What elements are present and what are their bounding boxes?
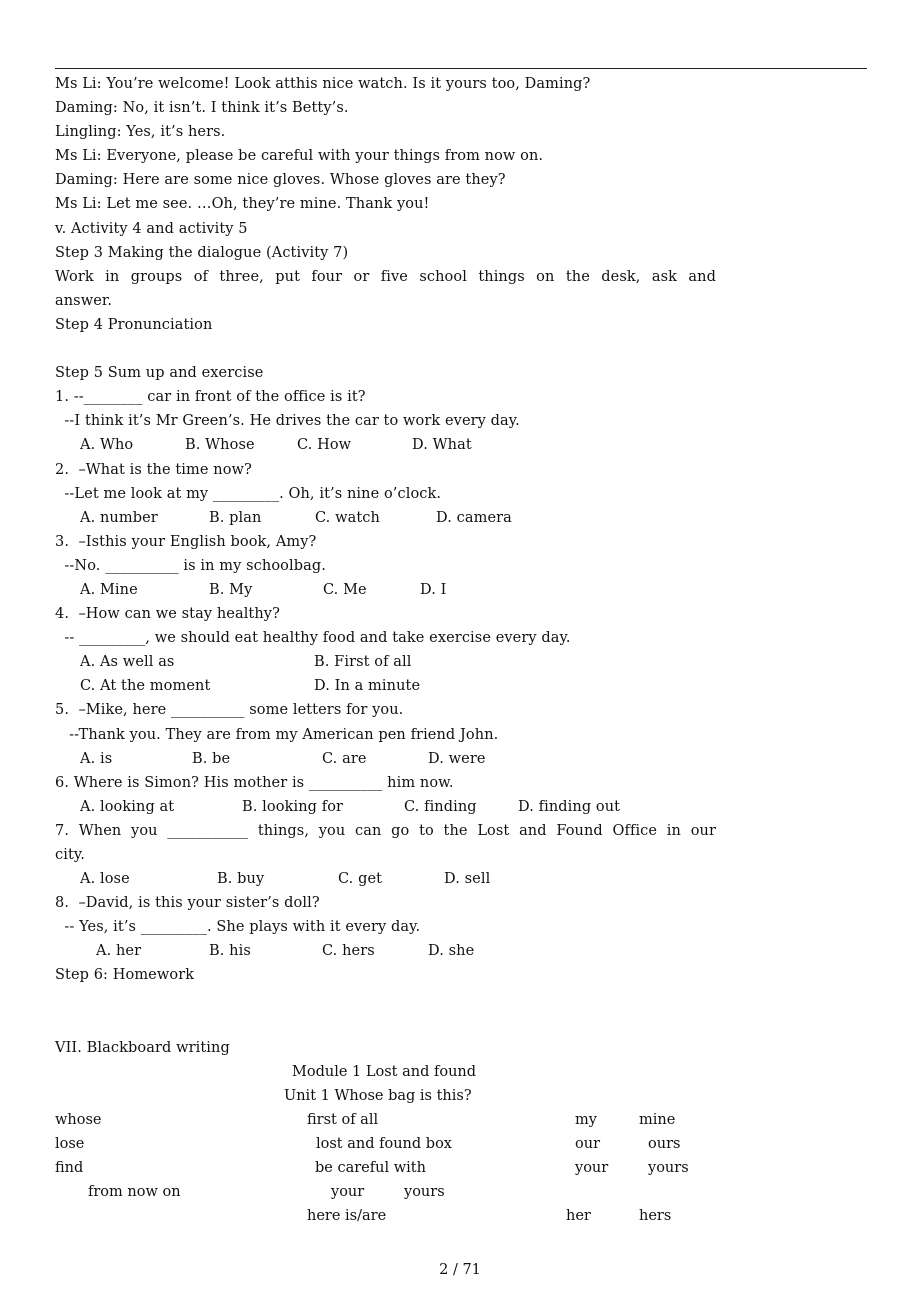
bb-phrase: your — [331, 1184, 365, 1201]
option: C. Me — [323, 581, 367, 598]
question-2-response: --Let me look at my _________. Oh, it’s nine o’clock. — [55, 485, 442, 502]
bb-possessive: hers — [639, 1208, 672, 1225]
question-5-options — [55, 747, 735, 771]
option: C. watch — [315, 509, 380, 526]
question-1: 1. --________ car in front of the office is it? — [55, 389, 366, 406]
option: C. hers — [322, 943, 375, 960]
step3-title: Step 3 Making the dialogue (Activity 7) — [55, 244, 349, 261]
dialogue-line: Daming: No, it isn’t. I think it’s Betty’s. — [55, 100, 349, 117]
option: B. plan — [209, 509, 262, 526]
option: A. her — [96, 943, 142, 960]
option: B. be — [192, 750, 231, 767]
option: D. camera — [436, 509, 512, 526]
question-5-response: --Thank you. They are from my American pen friend John. — [55, 726, 499, 743]
option: D. I — [420, 581, 447, 598]
question-3-response: --No. __________ is in my schoolbag. — [55, 557, 326, 574]
blank-line — [55, 988, 735, 1012]
option: D. What — [412, 437, 472, 454]
option: B. First of all — [314, 654, 412, 671]
blank-line — [55, 1012, 735, 1036]
blackboard-row — [55, 1156, 735, 1180]
option: D. In a minute — [314, 678, 421, 695]
dialogue-line: Ms Li: Everyone, please be careful with your things from now on. — [55, 148, 544, 165]
question-4-options — [55, 650, 735, 674]
dialogue-line: Ms Li: Let me see. …Oh, they’re mine. Thank you! — [55, 196, 430, 213]
bb-possessive: ours — [648, 1136, 681, 1153]
option: C. At the moment — [80, 678, 211, 695]
question-8: 8. –David, is this your sister’s doll? — [55, 895, 320, 912]
blank-line — [55, 337, 735, 361]
question-4: 4. –How can we stay healthy? — [55, 606, 280, 623]
dialogue-line: Lingling: Yes, it’s hers. — [55, 124, 226, 141]
question-1-response: --I think it’s Mr Green’s. He drives the car to work every day. — [55, 413, 520, 430]
page-number: 2 / 71 — [439, 1262, 481, 1278]
bb-pronoun: your — [575, 1160, 609, 1177]
question-6: 6. Where is Simon? His mother is __________ him now. — [55, 774, 454, 791]
step3-text-cont: answer. — [55, 292, 113, 309]
option: B. his — [209, 943, 251, 960]
bb-phrase: here is/are — [307, 1208, 387, 1225]
dialogue-line: Daming: Here are some nice gloves. Whose gloves are they? — [55, 172, 506, 189]
option: A. As well as — [80, 654, 175, 671]
option: C. finding — [404, 798, 477, 815]
blackboard-row — [55, 1204, 735, 1228]
blackboard-row — [55, 1132, 735, 1156]
blackboard-module-title: Module 1 Lost and found — [292, 1063, 477, 1080]
bb-word: lose — [55, 1136, 85, 1153]
bb-phrase: lost and found box — [316, 1136, 452, 1153]
blackboard-unit-row — [55, 1084, 735, 1108]
step4-title: Step 4 Pronunciation — [55, 316, 213, 333]
option: B. buy — [217, 871, 265, 888]
header-rule — [55, 68, 867, 69]
bb-word: find — [55, 1160, 84, 1177]
question-4-response: -- _________, we should eat healthy food and take exercise every day. — [55, 630, 571, 647]
question-8-response: -- Yes, it’s _________. She plays with it every day. — [55, 919, 421, 936]
bb-phrase: be careful with — [315, 1160, 426, 1177]
bb-phrase: first of all — [307, 1112, 379, 1129]
question-6-options — [55, 795, 735, 819]
blackboard-heading: VII. Blackboard writing — [55, 1039, 230, 1056]
option: C. get — [338, 871, 383, 888]
step3-text: Work in groups of three, put four or five school things on the desk, ask and — [55, 268, 716, 285]
question-7-cont: city. — [55, 847, 85, 863]
blackboard-row — [55, 1108, 735, 1132]
question-8-options — [55, 939, 735, 963]
option: A. lose — [80, 871, 130, 888]
bb-possessive: mine — [639, 1112, 676, 1129]
question-7-options — [55, 867, 735, 891]
question-1-options — [55, 433, 735, 457]
option: D. she — [428, 943, 475, 960]
option: A. Mine — [80, 581, 138, 598]
option: B. My — [209, 581, 253, 598]
dialogue-line: Ms Li: You’re welcome! Look atthis nice watch. Is it yours too, Daming? — [55, 76, 591, 92]
bb-possessive: yours — [648, 1160, 689, 1177]
activity-line: v. Activity 4 and activity 5 — [55, 220, 248, 237]
option: B. Whose — [185, 437, 255, 454]
question-3: 3. –Isthis your English book, Amy? — [55, 533, 317, 550]
question-2: 2. –What is the time now? — [55, 461, 252, 478]
blackboard-title-row — [55, 1060, 735, 1084]
option: A. Who — [80, 437, 134, 454]
option: D. finding out — [518, 798, 621, 815]
question-7: 7. When you ___________ things, you can go to the Lost and Found Office in our — [55, 822, 716, 839]
bb-pronoun: our — [575, 1136, 600, 1153]
option: B. looking for — [242, 798, 344, 815]
option: A. is — [80, 750, 113, 767]
blackboard-row — [55, 1180, 735, 1204]
question-5: 5. –Mike, here __________ some letters for you. — [55, 702, 404, 719]
option: C. How — [297, 437, 352, 454]
option: D. sell — [444, 871, 491, 888]
bb-pronoun: her — [566, 1208, 591, 1225]
question-4-options — [55, 674, 735, 698]
option: D. were — [428, 750, 486, 767]
document-page — [55, 72, 735, 1229]
bb-word: from now on — [88, 1184, 181, 1201]
option: C. are — [322, 750, 367, 767]
bb-pronoun: my — [575, 1112, 597, 1129]
blackboard-unit-title: Unit 1 Whose bag is this? — [284, 1087, 472, 1104]
option: A. number — [80, 509, 158, 526]
step6-title: Step 6: Homework — [55, 967, 195, 984]
question-2-options — [55, 506, 735, 530]
bb-pronoun: yours — [404, 1184, 445, 1201]
step5-title: Step 5 Sum up and exercise — [55, 365, 264, 382]
option: A. looking at — [80, 798, 175, 815]
question-3-options — [55, 578, 735, 602]
bb-word: whose — [55, 1112, 102, 1129]
